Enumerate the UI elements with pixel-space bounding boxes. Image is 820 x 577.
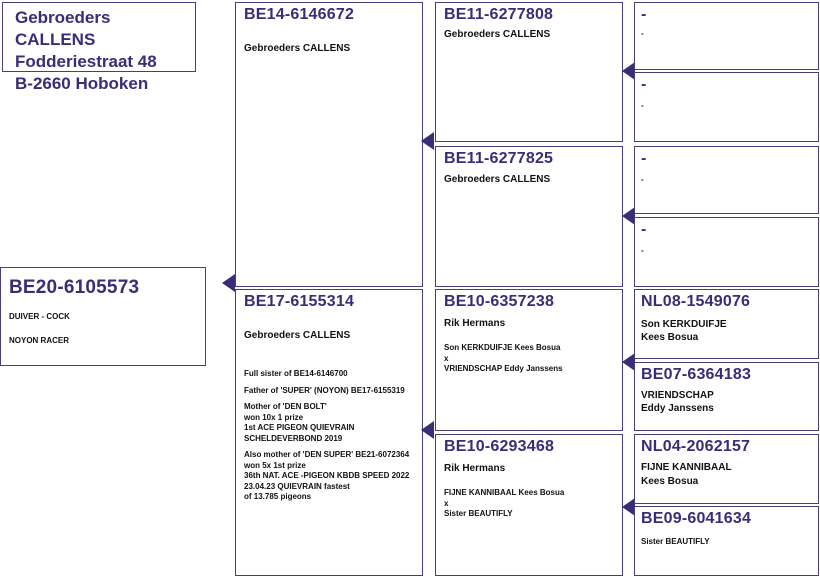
ds-sire-ring: NL08-1549076: [641, 293, 751, 310]
ds-dam-ring: BE07-6364183: [641, 366, 752, 383]
sire-box: [235, 2, 423, 287]
sire-dam-breeder: Gebroeders CALLENS: [444, 174, 551, 185]
dam-info-line: Also mother of 'DEN SUPER' BE21-6072364: [244, 450, 410, 459]
pigeon-ring: BE20-6105573: [9, 277, 140, 298]
sire-ring: BE14-6146672: [244, 6, 355, 23]
sire-dam-box: [435, 146, 623, 287]
dd-sire-box: [634, 434, 819, 504]
owner-city: B-2660 Hoboken: [15, 74, 149, 93]
dd-dam-ring: BE09-6041634: [641, 510, 752, 527]
dd-sire-ring: NL04-2062157: [641, 438, 751, 455]
ds-dam-line1: VRIENDSCHAP: [641, 390, 714, 401]
dam-info-line: 1st ACE PIGEON QUIEVRAIN: [244, 423, 355, 432]
dam-sire-info: [444, 343, 563, 375]
pigeon-sex: DUIVER - COCK: [9, 312, 70, 321]
dam-dam-breeder: Rik Hermans: [444, 463, 506, 474]
dam-sire-breeder: Rik Hermans: [444, 318, 506, 329]
owner-name: Gebroeders CALLENS: [15, 8, 111, 49]
sire-breeder: Gebroeders CALLENS: [244, 43, 351, 54]
ss-dam-ring: -: [641, 76, 647, 93]
dd-sire-line1: FIJNE KANNIBAAL: [641, 462, 732, 473]
dam-dam-info-line: x: [444, 498, 449, 508]
ss-sire-ring: -: [641, 6, 647, 23]
dd-dam-box: [634, 506, 819, 576]
owner-box: [2, 2, 196, 93]
sire-dam-ring: BE11-6277825: [444, 150, 554, 167]
dam-dam-ring: BE10-6293468: [444, 438, 555, 455]
pigeon-box: [0, 267, 206, 366]
dam-info: [244, 369, 420, 503]
dam-sire-info-line: x: [444, 353, 449, 363]
sd-sire-ring: -: [641, 150, 647, 167]
sire-sire-breeder: Gebroeders CALLENS: [444, 29, 551, 40]
sire-sire-box: [435, 2, 623, 142]
dam-info-line: 23.04.23 QUIEVRAIN fastest: [244, 481, 350, 491]
sd-sire-breeder: -: [641, 175, 644, 184]
ds-sire-line2: Kees Bosua: [641, 332, 699, 343]
sd-sire-box: [634, 146, 819, 214]
dam-info-line: Full sister of BE14-6146700: [244, 369, 348, 378]
dam-sire-info-line: Son KERKDUIFJE Kees Bosua: [444, 343, 561, 352]
ss-dam-breeder: -: [641, 101, 644, 110]
dam-box: [235, 289, 423, 576]
ds-sire-line1: Son KERKDUIFJE: [641, 319, 727, 330]
sire-sire-ring: BE11-6277808: [444, 6, 554, 23]
dam-info-line: won 10x 1 prize: [244, 412, 304, 422]
dam-info-line: of 13.785 pigeons: [244, 492, 312, 501]
dam-sire-box: [435, 289, 623, 431]
dam-info-line: Father of 'SUPER' (NOYON) BE17-6155319: [244, 385, 405, 395]
dam-dam-info: [444, 488, 564, 520]
pigeon-connector-arrow: [222, 274, 235, 292]
ds-dam-box: [634, 362, 819, 431]
owner-street: Fodderiestraat 48: [15, 52, 157, 71]
dam-info-line: won 5x 1st prize: [244, 460, 306, 470]
ss-sire-breeder: -: [641, 29, 644, 38]
dam-sire-info-line: VRIENDSCHAP Eddy Janssens: [444, 364, 563, 373]
dam-dam-info-line: FIJNE KANNIBAAL Kees Bosua: [444, 488, 565, 497]
pigeon-strain: NOYON RACER: [9, 336, 70, 345]
ds-dam-line2: Eddy Janssens: [641, 403, 714, 414]
dam-dam-info-line: Sister BEAUTIFLY: [444, 509, 513, 518]
sd-dam-ring: -: [641, 221, 647, 238]
dam-info-line: 36th NAT. ACE -PIGEON KBDB SPEED 2022: [244, 471, 410, 480]
dam-dam-box: [435, 434, 623, 576]
dd-dam-line1: Sister BEAUTIFLY: [641, 537, 710, 546]
dam-breeder: Gebroeders CALLENS: [244, 330, 351, 341]
sd-dam-breeder: -: [641, 246, 644, 255]
dam-ring: BE17-6155314: [244, 293, 355, 310]
sd-dam-box: [634, 217, 819, 287]
ss-dam-box: [634, 72, 819, 142]
dam-info-line: SCHELDEVERBOND 2019: [244, 433, 343, 443]
ds-sire-box: [634, 289, 819, 359]
dam-connector-arrow: [421, 421, 434, 439]
sire-connector-arrow: [421, 132, 434, 150]
ss-sire-box: [634, 2, 819, 70]
dam-info-line: Mother of 'DEN BOLT': [244, 402, 327, 411]
dd-sire-line2: Kees Bosua: [641, 476, 699, 487]
dam-sire-ring: BE10-6357238: [444, 293, 555, 310]
